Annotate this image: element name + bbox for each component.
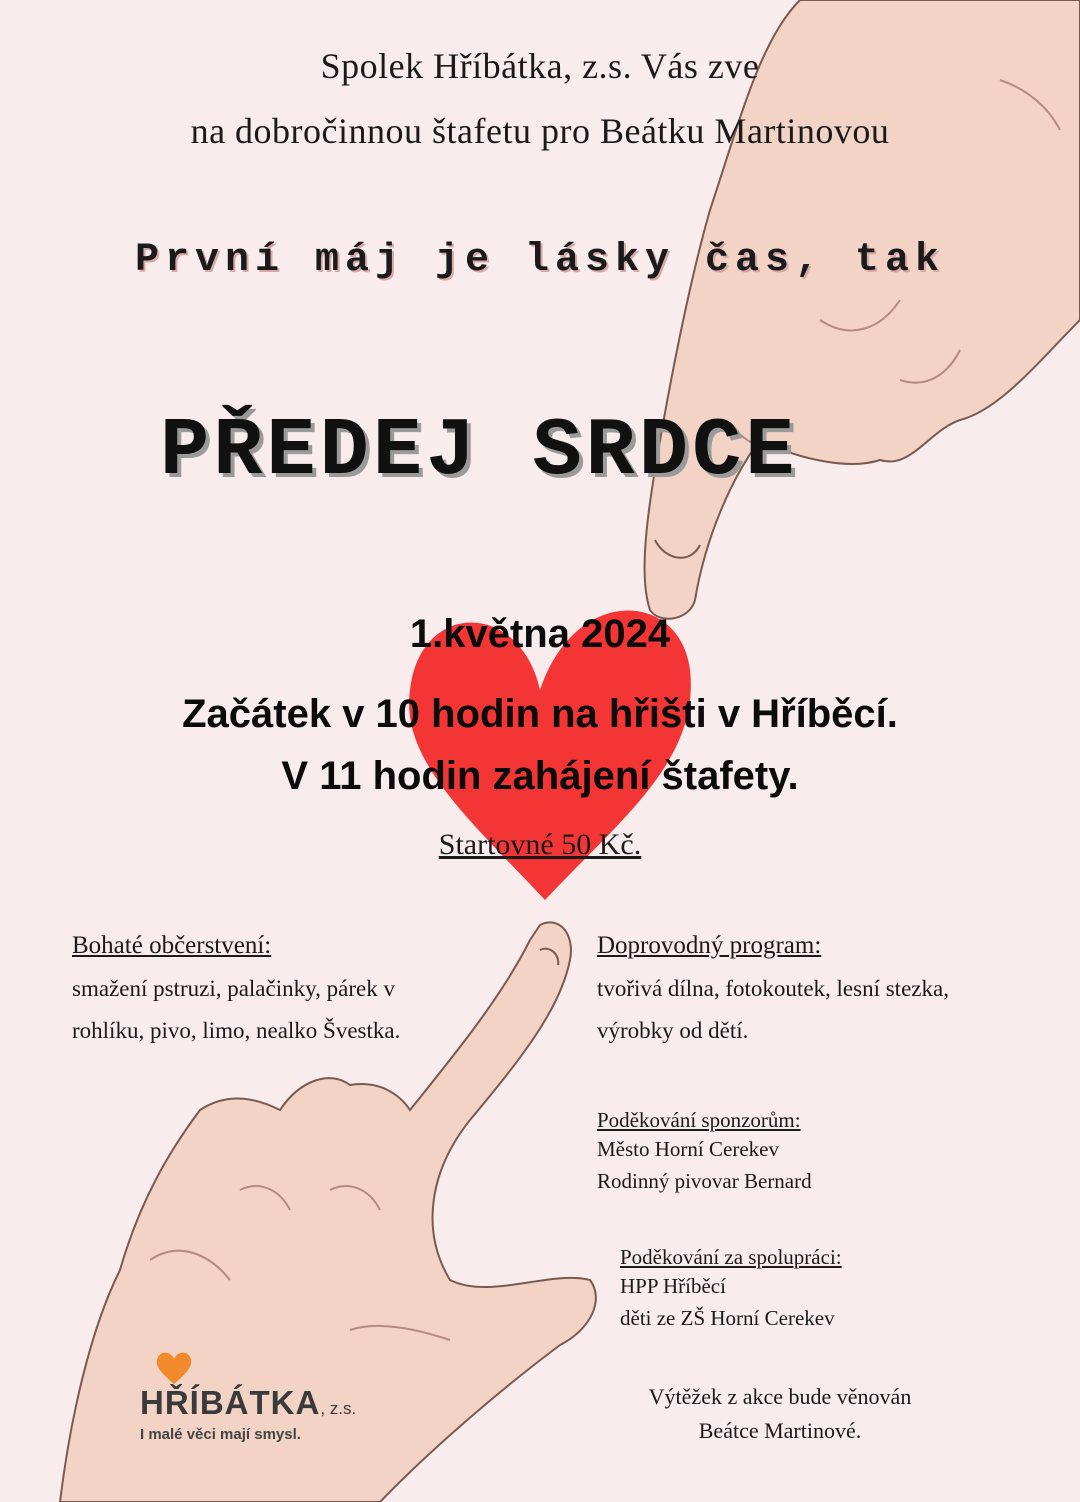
program-section xyxy=(597,932,1057,1052)
program-line-1: tvořivá dílna, fotokoutek, lesní stezka, xyxy=(597,976,949,1001)
proceeds-note xyxy=(595,1380,965,1448)
program-line-2: výrobky od dětí. xyxy=(597,1018,749,1043)
proceeds-line-2: Beátce Martinové. xyxy=(698,1418,862,1443)
event-relay-start: V 11 hodin zahájení štafety. xyxy=(281,754,799,798)
cooperation-heading: Poděkování za spolupráci: xyxy=(620,1245,842,1269)
refreshments-heading: Bohaté občerstvení: xyxy=(72,932,272,959)
logo-suffix: , z.s. xyxy=(320,1399,357,1418)
sponsor-item: Rodinný pivovar Bernard xyxy=(597,1169,812,1193)
program-heading: Doprovodný program: xyxy=(597,932,822,959)
heart-icon xyxy=(154,1350,194,1386)
pointing-hand-down-icon xyxy=(645,0,1080,619)
page-title: PŘEDEJ SRDCE xyxy=(160,405,799,498)
refreshments-line-1: smažení pstruzi, palačinky, párek v xyxy=(72,976,395,1001)
event-date: 1.května 2024 xyxy=(409,612,671,656)
cooperation-item: děti ze ZŠ Horní Cerekev xyxy=(620,1306,835,1330)
slogan: První máj je lásky čas, tak xyxy=(134,238,946,283)
proceeds-line-1: Výtěžek z akce bude věnován xyxy=(648,1384,912,1409)
sponsor-item: Město Horní Cerekev xyxy=(597,1137,779,1161)
entry-fee: Startovné 50 Kč. xyxy=(438,828,642,861)
refreshments-section xyxy=(72,932,492,1052)
cooperation-item: HPP Hříběcí xyxy=(620,1274,726,1298)
event-start: Začátek v 10 hodin na hřišti v Hříběcí. xyxy=(182,692,898,736)
refreshments-line-2: rohlíku, pivo, limo, nealko Švestka. xyxy=(72,1018,401,1043)
intro-line-1: Spolek Hříbátka, z.s. Vás zve xyxy=(320,46,760,86)
intro-line-2: na dobročinnou štafetu pro Beátku Martinovou xyxy=(190,111,890,151)
cooperation-section xyxy=(620,1245,1040,1334)
logo-name: HŘÍBÁTKA xyxy=(140,1384,321,1421)
sponsors-section xyxy=(597,1108,1037,1197)
sponsors-heading: Poděkování sponzorům: xyxy=(597,1108,801,1132)
logo-tagline: I malé věci mají smysl. xyxy=(140,1426,301,1443)
